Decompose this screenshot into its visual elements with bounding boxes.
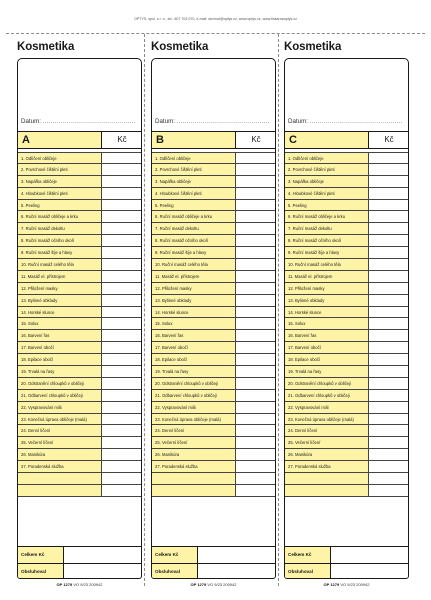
service-row xyxy=(285,295,408,307)
service-row xyxy=(18,188,141,200)
service-name: 12. Přiložení masky xyxy=(285,283,369,294)
service-row xyxy=(18,247,141,259)
service-name: 6. Ruční masáž obličeje a krku xyxy=(152,211,236,222)
service-row xyxy=(152,223,275,235)
service-row xyxy=(18,390,141,402)
service-row xyxy=(285,425,408,437)
service-name: 23. Konečná úprava obličeje (malá) xyxy=(285,414,369,425)
service-name: 13. Bylinné obklady xyxy=(285,295,369,306)
service-row xyxy=(18,473,141,485)
service-row xyxy=(285,366,408,378)
coupon-b xyxy=(151,41,276,591)
letter-cell xyxy=(18,132,102,148)
service-name: 7. Ruční masáž dekoltu xyxy=(152,223,236,234)
service-row xyxy=(18,295,141,307)
service-name: 15. Solux xyxy=(18,318,102,329)
service-row xyxy=(18,414,141,426)
service-name: 12. Přiložení masky xyxy=(18,283,102,294)
service-name: 16. Barvení řas xyxy=(18,330,102,341)
notes-area[interactable] xyxy=(152,59,275,118)
service-name: 22. Vyspravování milii xyxy=(152,402,236,413)
coupon-header-row xyxy=(152,131,275,149)
coupon-letter: C xyxy=(289,134,297,146)
letter-cell xyxy=(152,132,236,148)
service-row xyxy=(285,330,408,342)
service-row xyxy=(152,176,275,188)
service-row xyxy=(152,473,275,485)
service-name: 14. Horské slunce xyxy=(285,307,369,318)
date-label: Datum: xyxy=(155,118,175,125)
service-row xyxy=(152,152,275,164)
service-row xyxy=(285,378,408,390)
service-row xyxy=(152,330,275,342)
service-name: 14. Horské slunce xyxy=(18,307,102,318)
service-row xyxy=(18,449,141,461)
coupon-form xyxy=(151,58,276,579)
service-row xyxy=(152,390,275,402)
service-name: 9. Ruční masáž šíje a hlavy xyxy=(18,247,102,258)
service-name: 24. Denní líčení xyxy=(285,425,369,436)
service-name xyxy=(18,473,102,484)
service-row xyxy=(18,330,141,342)
form-code xyxy=(17,582,142,587)
service-name: 26. Manikúra xyxy=(285,449,369,460)
service-name: 3. Napářka obličeje xyxy=(18,176,102,187)
service-name xyxy=(285,485,369,496)
service-row xyxy=(18,366,141,378)
service-row xyxy=(18,354,141,366)
service-name xyxy=(18,485,102,496)
date-field[interactable] xyxy=(155,118,273,130)
service-name: 23. Konečná úprava obličeje (malá) xyxy=(18,414,102,425)
service-name: 2. Povrchové čištění pleti xyxy=(152,164,236,175)
letter-cell xyxy=(285,132,369,148)
service-row xyxy=(285,283,408,295)
service-name: 10. Ruční masáž celého těla xyxy=(18,259,102,270)
total-row[interactable] xyxy=(285,546,408,563)
service-name: 11. Masáž el. přístrojem xyxy=(285,271,369,282)
service-row xyxy=(285,200,408,212)
service-row xyxy=(152,414,275,426)
service-name: 8. Ruční masáž očního okolí xyxy=(152,235,236,246)
form-code xyxy=(284,582,409,587)
service-row xyxy=(285,354,408,366)
service-row xyxy=(152,188,275,200)
coupon-title: Kosmetika xyxy=(284,41,342,53)
currency-label: Kč xyxy=(251,135,261,144)
service-row xyxy=(285,211,408,223)
staff-row[interactable] xyxy=(18,563,141,580)
staff-label: Obsluhoval xyxy=(152,564,198,580)
totals-block xyxy=(285,546,408,579)
service-row xyxy=(285,414,408,426)
service-row xyxy=(285,259,408,271)
coupon-letter: B xyxy=(156,134,164,146)
service-name: 16. Barvení řas xyxy=(285,330,369,341)
service-name: 21. Odbarvení chloupků v obličeji xyxy=(152,390,236,401)
service-row xyxy=(152,235,275,247)
service-name: 27. Poradenská služba xyxy=(152,461,236,472)
service-name: 24. Denní líčení xyxy=(152,425,236,436)
service-name: 8. Ruční masáž očního okolí xyxy=(18,235,102,246)
service-name: 3. Napářka obličeje xyxy=(152,176,236,187)
service-name: 5. Peeling xyxy=(18,200,102,211)
service-row xyxy=(18,223,141,235)
form-code-number: OP 1279 xyxy=(56,582,73,587)
service-name xyxy=(152,473,236,484)
service-name: 9. Ruční masáž šíje a hlavy xyxy=(152,247,236,258)
service-row xyxy=(18,307,141,319)
notes-area[interactable] xyxy=(285,59,408,118)
total-row[interactable] xyxy=(152,546,275,563)
service-name: 10. Ruční masáž celého těla xyxy=(285,259,369,270)
service-name: 12. Přiložení masky xyxy=(152,283,236,294)
service-name: 4. Hloubkové čištění pleti xyxy=(152,188,236,199)
service-row xyxy=(285,307,408,319)
coupon-c xyxy=(284,41,409,591)
date-label: Datum: xyxy=(21,118,41,125)
service-row xyxy=(285,342,408,354)
date-field[interactable] xyxy=(21,118,139,130)
service-row xyxy=(152,402,275,414)
total-label: Celkem Kč xyxy=(18,547,64,563)
date-field[interactable] xyxy=(288,118,406,130)
service-row xyxy=(152,366,275,378)
date-dots: .............................................. xyxy=(176,118,270,125)
service-name: 13. Bylinné obklady xyxy=(18,295,102,306)
coupon-letter: A xyxy=(22,134,30,146)
service-name: 4. Hloubkové čištění pleti xyxy=(18,188,102,199)
service-name: 26. Manikúra xyxy=(18,449,102,460)
totals-block xyxy=(152,546,275,579)
service-row xyxy=(18,176,141,188)
service-name: 16. Barvení řas xyxy=(152,330,236,341)
coupon-form xyxy=(17,58,142,579)
service-name: 5. Peeling xyxy=(152,200,236,211)
service-row xyxy=(152,342,275,354)
service-name: 26. Manikúra xyxy=(152,449,236,460)
service-row xyxy=(152,354,275,366)
form-code-meta: VO 9/23 200942 xyxy=(340,582,370,587)
service-row xyxy=(285,247,408,259)
date-dots: .............................................. xyxy=(309,118,403,125)
total-row[interactable] xyxy=(18,546,141,563)
service-row xyxy=(285,390,408,402)
coupon-title: Kosmetika xyxy=(17,41,75,53)
service-name: 15. Solux xyxy=(152,318,236,329)
date-dots: .............................................. xyxy=(42,118,136,125)
service-list xyxy=(18,152,141,497)
service-row xyxy=(18,402,141,414)
service-name: 24. Denní líčení xyxy=(18,425,102,436)
total-label: Celkem Kč xyxy=(285,547,331,563)
service-name: 11. Masáž el. přístrojem xyxy=(18,271,102,282)
service-row xyxy=(18,152,141,164)
coupon-a xyxy=(17,41,142,591)
service-name: 3. Napářka obličeje xyxy=(285,176,369,187)
staff-row[interactable] xyxy=(285,563,408,580)
service-name: 20. Odstranění chloupků v obličeji xyxy=(18,378,102,389)
service-name: 23. Konečná úprava obličeje (malá) xyxy=(152,414,236,425)
cut-line-vertical-2 xyxy=(278,34,279,586)
service-row xyxy=(152,318,275,330)
service-row xyxy=(285,176,408,188)
service-row xyxy=(152,461,275,473)
service-row xyxy=(152,307,275,319)
service-list xyxy=(152,152,275,497)
service-name: 6. Ruční masáž obličeje a krku xyxy=(18,211,102,222)
service-row xyxy=(152,295,275,307)
service-name: 25. Večerní líčení xyxy=(152,437,236,448)
service-name: 25. Večerní líčení xyxy=(18,437,102,448)
service-name: 18. Epilace obočí xyxy=(18,354,102,365)
service-row xyxy=(18,211,141,223)
service-name: 21. Odbarvení chloupků v obličeji xyxy=(18,390,102,401)
service-name: 7. Ruční masáž dekoltu xyxy=(285,223,369,234)
service-row xyxy=(18,164,141,176)
service-row xyxy=(18,485,141,497)
service-name: 13. Bylinné obklady xyxy=(152,295,236,306)
staff-row[interactable] xyxy=(152,563,275,580)
form-code-meta: VO 9/23 200942 xyxy=(207,582,237,587)
total-label: Celkem Kč xyxy=(152,547,198,563)
service-row xyxy=(152,437,275,449)
service-name xyxy=(152,485,236,496)
service-name: 14. Horské slunce xyxy=(152,307,236,318)
service-row xyxy=(285,402,408,414)
service-row xyxy=(285,235,408,247)
service-row xyxy=(285,223,408,235)
service-row xyxy=(152,283,275,295)
service-name: 2. Povrchové čištění pleti xyxy=(285,164,369,175)
service-row xyxy=(152,164,275,176)
service-name: 2. Povrchové čištění pleti xyxy=(18,164,102,175)
service-row xyxy=(152,378,275,390)
service-name: 20. Odstranění chloupků v obličeji xyxy=(285,378,369,389)
service-row xyxy=(152,271,275,283)
cut-line-horizontal xyxy=(6,33,425,34)
service-row xyxy=(285,318,408,330)
cut-line-vertical-1 xyxy=(144,34,145,586)
service-name: 8. Ruční masáž očního okolí xyxy=(285,235,369,246)
service-row xyxy=(152,425,275,437)
service-name: 7. Ruční masáž dekoltu xyxy=(18,223,102,234)
coupon-header-row xyxy=(18,131,141,149)
service-row xyxy=(285,485,408,497)
service-row xyxy=(285,164,408,176)
coupon-header-row xyxy=(285,131,408,149)
printer-contact-line: OPTYS, spol. s r. o., tel.: 607 703 070, e-mail: obchod@optys.cz, www.optys.cz, www.tiskarnaoptys.cz xyxy=(134,17,297,21)
service-name: 27. Poradenská služba xyxy=(18,461,102,472)
service-row xyxy=(18,235,141,247)
service-name: 25. Večerní líčení xyxy=(285,437,369,448)
service-name: 19. Trvalá na řasy xyxy=(18,366,102,377)
service-row xyxy=(285,271,408,283)
service-row xyxy=(152,200,275,212)
service-name: 17. Barvení obočí xyxy=(18,342,102,353)
service-row xyxy=(152,485,275,497)
service-name: 1. Odlíčení obličeje xyxy=(18,153,102,163)
service-name: 17. Barvení obočí xyxy=(152,342,236,353)
service-name xyxy=(285,473,369,484)
service-name: 21. Odbarvení chloupků v obličeji xyxy=(285,390,369,401)
service-row xyxy=(152,259,275,271)
totals-block xyxy=(18,546,141,579)
service-name: 10. Ruční masáž celého těla xyxy=(152,259,236,270)
service-name: 1. Odlíčení obličeje xyxy=(152,153,236,163)
service-row xyxy=(18,437,141,449)
service-row xyxy=(18,259,141,271)
service-row xyxy=(18,318,141,330)
service-row xyxy=(18,425,141,437)
service-row xyxy=(18,342,141,354)
service-row xyxy=(152,247,275,259)
service-name: 19. Trvalá na řasy xyxy=(152,366,236,377)
service-row xyxy=(18,271,141,283)
service-name: 19. Trvalá na řasy xyxy=(285,366,369,377)
service-row xyxy=(285,188,408,200)
staff-label: Obsluhoval xyxy=(285,564,331,580)
service-list xyxy=(285,152,408,497)
form-code-meta: VO 9/23 200942 xyxy=(73,582,103,587)
date-label: Datum: xyxy=(288,118,308,125)
service-name: 18. Epilace obočí xyxy=(285,354,369,365)
service-row xyxy=(152,449,275,461)
currency-label: Kč xyxy=(384,135,394,144)
form-code-number: OP 1279 xyxy=(190,582,207,587)
coupon-title: Kosmetika xyxy=(151,41,209,53)
service-row xyxy=(18,200,141,212)
service-row xyxy=(18,283,141,295)
service-name: 15. Solux xyxy=(285,318,369,329)
service-name: 4. Hloubkové čištění pleti xyxy=(285,188,369,199)
form-code xyxy=(151,582,276,587)
service-row xyxy=(285,473,408,485)
form-code-number: OP 1279 xyxy=(323,582,340,587)
staff-label: Obsluhoval xyxy=(18,564,64,580)
service-name: 1. Odlíčení obličeje xyxy=(285,153,369,163)
service-name: 20. Odstranění chloupků v obličeji xyxy=(152,378,236,389)
service-name: 9. Ruční masáž šíje a hlavy xyxy=(285,247,369,258)
service-row xyxy=(285,449,408,461)
notes-area[interactable] xyxy=(18,59,141,118)
service-row xyxy=(285,437,408,449)
service-name: 5. Peeling xyxy=(285,200,369,211)
service-row xyxy=(18,378,141,390)
service-name: 22. Vyspravování milii xyxy=(18,402,102,413)
coupon-form xyxy=(284,58,409,579)
service-name: 27. Poradenská služba xyxy=(285,461,369,472)
service-name: 18. Epilace obočí xyxy=(152,354,236,365)
service-row xyxy=(152,211,275,223)
service-name: 17. Barvení obočí xyxy=(285,342,369,353)
currency-label: Kč xyxy=(117,135,127,144)
service-row xyxy=(285,461,408,473)
service-name: 22. Vyspravování milii xyxy=(285,402,369,413)
service-row xyxy=(18,461,141,473)
service-row xyxy=(285,152,408,164)
service-name: 11. Masáž el. přístrojem xyxy=(152,271,236,282)
service-name: 6. Ruční masáž obličeje a krku xyxy=(285,211,369,222)
